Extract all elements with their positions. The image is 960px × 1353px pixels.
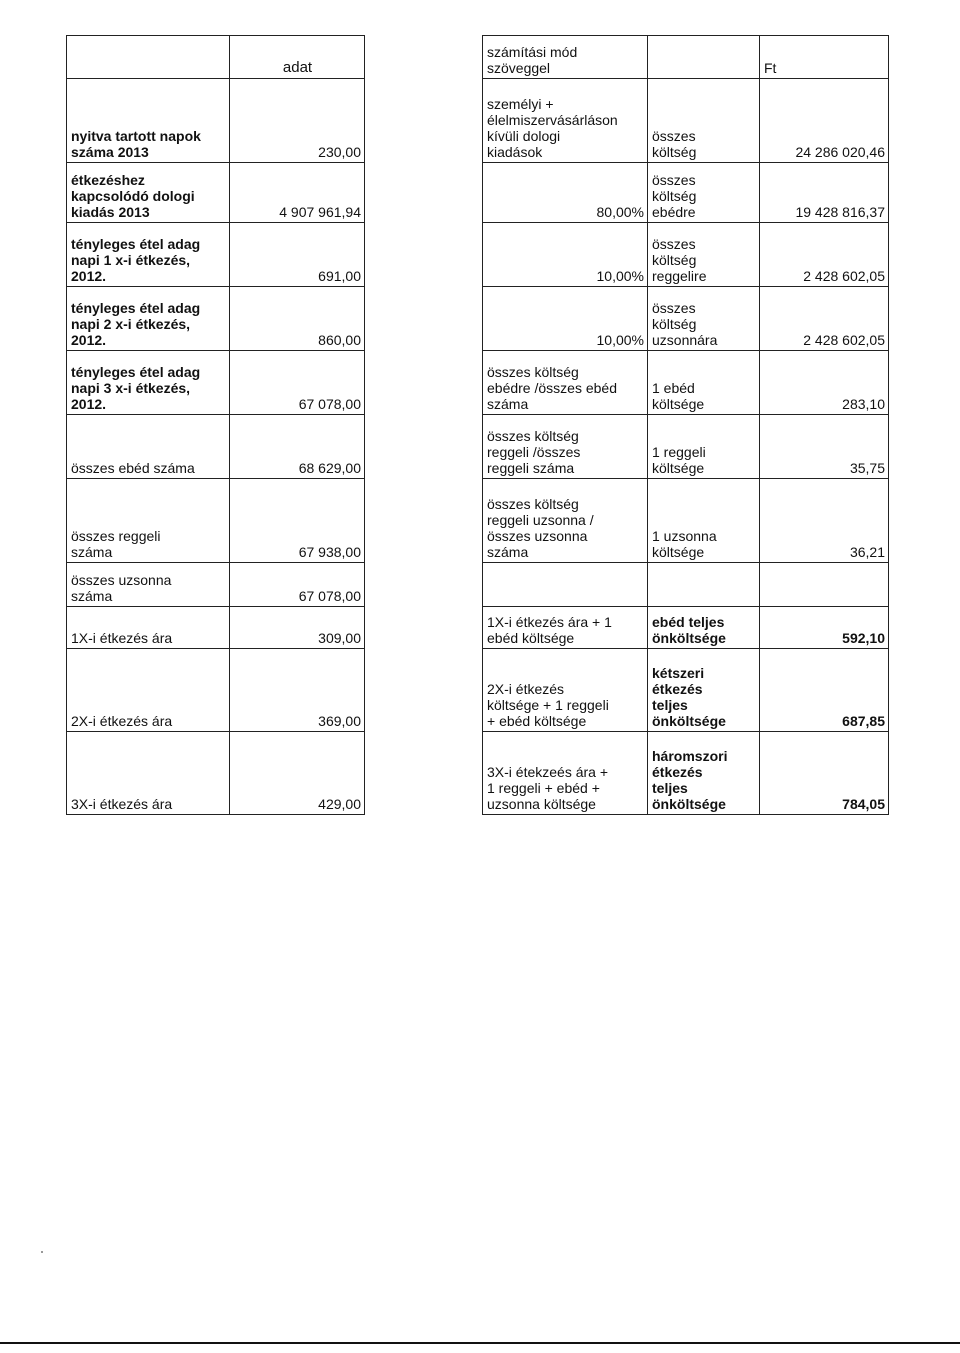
table-row bbox=[483, 479, 889, 563]
row-label: összes ebéd száma bbox=[67, 415, 230, 479]
row-label: 2X-i étkezés ára bbox=[67, 649, 230, 732]
row-label: tényleges étel adag napi 1 x-i étkezés, 2012. bbox=[67, 223, 230, 287]
amount-cell: 283,10 bbox=[760, 351, 889, 415]
item-cell: összes költség uzsonnára bbox=[648, 287, 760, 351]
table-row bbox=[483, 649, 889, 732]
item-cell: háromszori étkezés teljes önköltsége bbox=[648, 732, 760, 815]
item-cell: összes költség ebédre bbox=[648, 163, 760, 223]
table-row bbox=[483, 563, 889, 607]
method-cell: 1X-i étkezés ára + 1 ebéd költsége bbox=[483, 607, 648, 649]
table-row bbox=[67, 649, 365, 732]
method-cell: 80,00% bbox=[483, 163, 648, 223]
amount-cell: 35,75 bbox=[760, 415, 889, 479]
row-label: tényleges étel adag napi 2 x-i étkezés, 2012. bbox=[67, 287, 230, 351]
amount-cell: 784,05 bbox=[760, 732, 889, 815]
item-cell: 1 uzsonna költsége bbox=[648, 479, 760, 563]
page-bottom-rule bbox=[0, 1342, 960, 1344]
calculation-table bbox=[482, 35, 889, 815]
table-row bbox=[483, 79, 889, 163]
table-row bbox=[67, 163, 365, 223]
row-value: 369,00 bbox=[230, 649, 365, 732]
row-label: étkezéshez kapcsolódó dologi kiadás 2013 bbox=[67, 163, 230, 223]
table-row bbox=[67, 607, 365, 649]
row-value: 429,00 bbox=[230, 732, 365, 815]
table-row bbox=[67, 287, 365, 351]
method-cell: 10,00% bbox=[483, 223, 648, 287]
row-label: összes reggeli száma bbox=[67, 479, 230, 563]
table-header-row bbox=[67, 36, 365, 79]
header-ft-cell: Ft bbox=[760, 36, 889, 79]
row-value: 67 938,00 bbox=[230, 479, 365, 563]
method-cell: 2X-i étkezés költsége + 1 reggeli + ebéd költsége bbox=[483, 649, 648, 732]
row-value: 230,00 bbox=[230, 79, 365, 163]
amount-cell: 24 286 020,46 bbox=[760, 79, 889, 163]
row-value: 309,00 bbox=[230, 607, 365, 649]
table-row bbox=[67, 351, 365, 415]
method-cell: összes költség reggeli /összes reggeli száma bbox=[483, 415, 648, 479]
row-value: 691,00 bbox=[230, 223, 365, 287]
amount-cell: 687,85 bbox=[760, 649, 889, 732]
amount-cell: 19 428 816,37 bbox=[760, 163, 889, 223]
method-cell: összes költség reggeli uzsonna / összes uzsonna száma bbox=[483, 479, 648, 563]
method-cell: 3X-i étekzeés ára + 1 reggeli + ebéd + uzsonna költsége bbox=[483, 732, 648, 815]
item-cell: 1 ebéd költsége bbox=[648, 351, 760, 415]
table-row bbox=[483, 732, 889, 815]
row-label: nyitva tartott napok száma 2013 bbox=[67, 79, 230, 163]
amount-cell: 592,10 bbox=[760, 607, 889, 649]
item-cell: 1 reggeli költsége bbox=[648, 415, 760, 479]
item-cell: összes költség reggelire bbox=[648, 223, 760, 287]
method-cell: 10,00% bbox=[483, 287, 648, 351]
table-row bbox=[67, 415, 365, 479]
amount-cell: 2 428 602,05 bbox=[760, 287, 889, 351]
method-cell: személyi + élelmiszervásárláson kívüli dologi kiadások bbox=[483, 79, 648, 163]
row-value: 67 078,00 bbox=[230, 563, 365, 607]
table-row bbox=[483, 163, 889, 223]
table-row bbox=[483, 287, 889, 351]
header-label-cell bbox=[67, 36, 230, 79]
table-header-row bbox=[483, 36, 889, 79]
method-cell bbox=[483, 563, 648, 607]
table-row bbox=[67, 479, 365, 563]
table-row bbox=[67, 79, 365, 163]
row-value: 68 629,00 bbox=[230, 415, 365, 479]
table-row bbox=[67, 223, 365, 287]
table-row bbox=[483, 607, 889, 649]
item-cell: ebéd teljes önköltsége bbox=[648, 607, 760, 649]
header-empty-cell bbox=[648, 36, 760, 79]
input-data-table bbox=[66, 35, 365, 815]
amount-cell: 2 428 602,05 bbox=[760, 223, 889, 287]
table-row bbox=[483, 415, 889, 479]
scan-speck bbox=[41, 1251, 43, 1253]
row-value: 860,00 bbox=[230, 287, 365, 351]
row-label: összes uzsonna száma bbox=[67, 563, 230, 607]
table-row bbox=[67, 563, 365, 607]
table-row bbox=[483, 351, 889, 415]
table-row bbox=[483, 223, 889, 287]
item-cell bbox=[648, 563, 760, 607]
item-cell: összes költség bbox=[648, 79, 760, 163]
row-value: 4 907 961,94 bbox=[230, 163, 365, 223]
amount-cell: 36,21 bbox=[760, 479, 889, 563]
row-value: 67 078,00 bbox=[230, 351, 365, 415]
header-adat-cell: adat bbox=[230, 36, 365, 79]
row-label: 3X-i étkezés ára bbox=[67, 732, 230, 815]
row-label: 1X-i étkezés ára bbox=[67, 607, 230, 649]
item-cell: kétszeri étkezés teljes önköltsége bbox=[648, 649, 760, 732]
amount-cell bbox=[760, 563, 889, 607]
row-label: tényleges étel adag napi 3 x-i étkezés, 2012. bbox=[67, 351, 230, 415]
method-cell: összes költség ebédre /összes ebéd száma bbox=[483, 351, 648, 415]
header-method-cell: számítási mód szöveggel bbox=[483, 36, 648, 79]
table-row bbox=[67, 732, 365, 815]
